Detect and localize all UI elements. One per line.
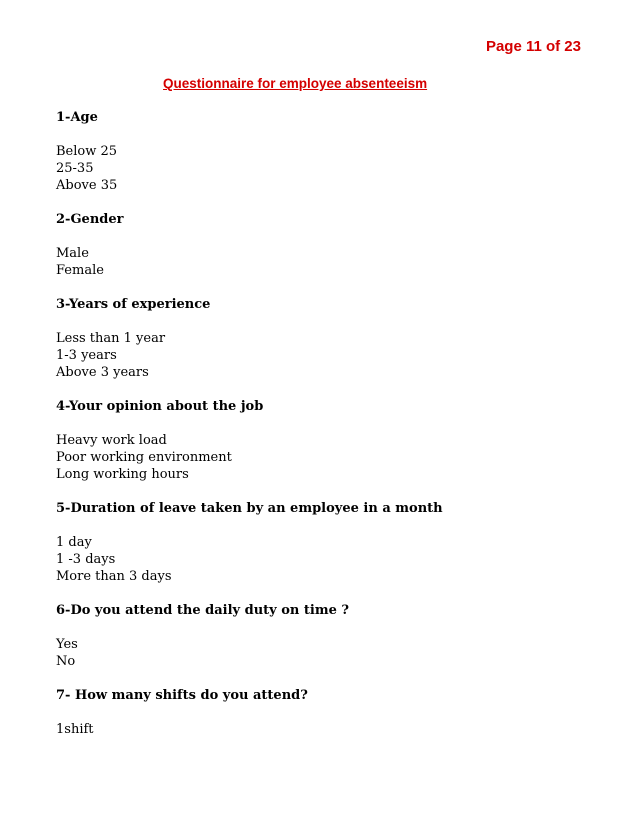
option-female: Female [56,263,104,278]
question-experience [56,296,596,381]
option-heavy-work-load: Heavy work load [56,433,167,448]
option-above-35: Above 35 [56,178,118,193]
question-title: 7- How many shifts do you attend? [56,688,308,703]
option-yes: Yes [56,637,78,652]
question-shifts [56,687,596,738]
question-title: 4-Your opinion about the job [56,399,264,414]
question-gender [56,211,596,279]
option-25-35: 25-35 [56,161,94,176]
question-title: 2-Gender [56,212,124,227]
question-job-opinion [56,398,596,483]
question-title: 5-Duration of leave taken by an employee in a month [56,501,443,516]
question-leave-duration [56,500,596,585]
question-title: 1-Age [56,110,98,125]
question-title: 3-Years of experience [56,297,211,312]
option-1-shift: 1shift [56,722,94,737]
page-number: Page 11 of 23 [485,38,581,55]
option-long-hours: Long working hours [56,467,189,482]
question-age [56,109,596,194]
option-poor-environment: Poor working environment [56,450,232,465]
option-male: Male [56,246,89,261]
question-punctuality [56,602,596,670]
option-1-3-days: 1 -3 days [56,552,116,567]
page-title: Questionnaire for employee absenteeism [163,76,428,91]
question-title: 6-Do you attend the daily duty on time ? [56,603,349,618]
option-no: No [56,654,76,669]
option-1-3-years: 1-3 years [56,348,117,363]
option-above-3-years: Above 3 years [56,365,149,380]
option-more-than-3-days: More than 3 days [56,569,172,584]
questionnaire [56,109,596,755]
option-1-day: 1 day [56,535,92,550]
option-below-25: Below 25 [56,144,118,159]
option-less-than-1-year: Less than 1 year [56,331,166,346]
